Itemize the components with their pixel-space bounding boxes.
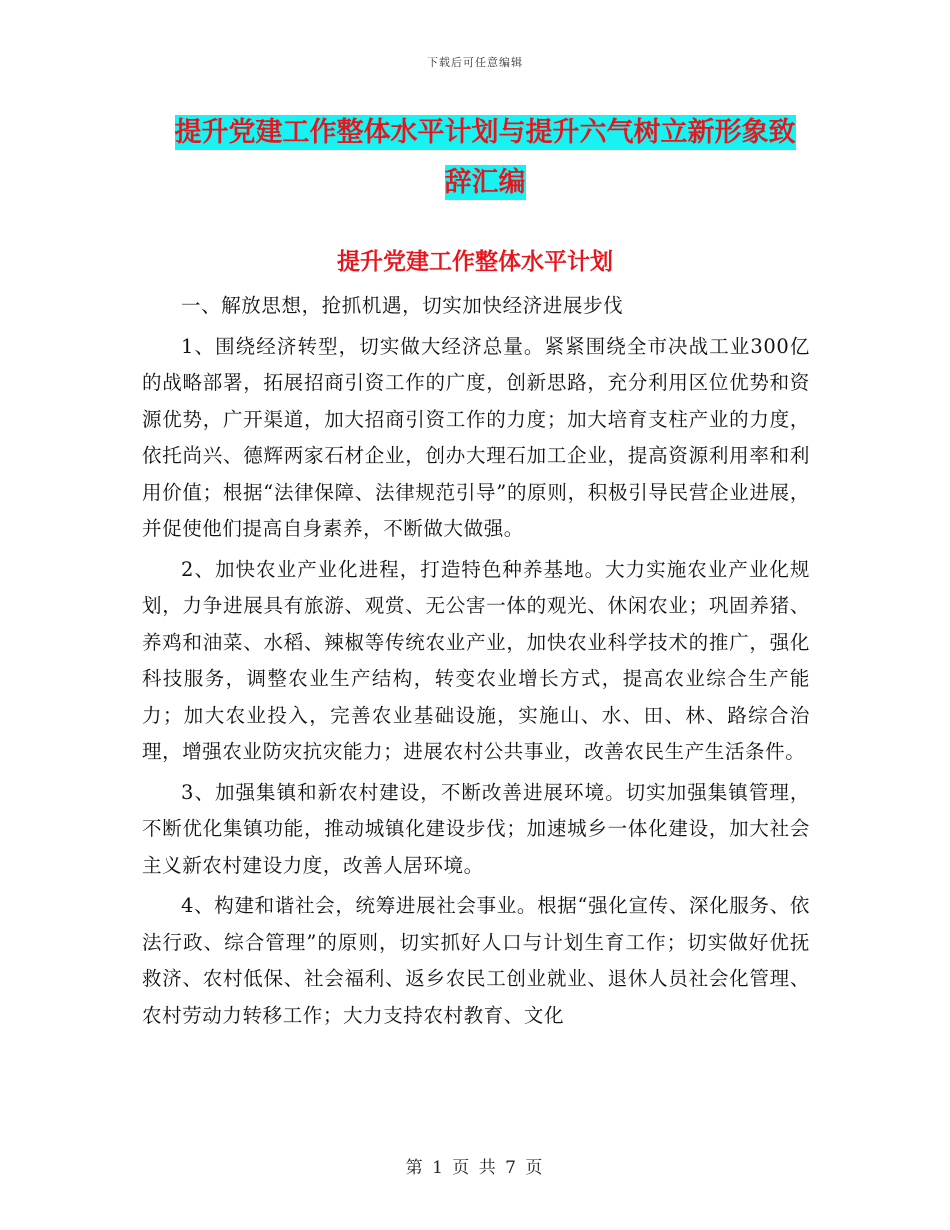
document-title-line2: 辞汇编	[444, 167, 526, 198]
document-body	[142, 288, 810, 1038]
paragraph: 1、围绕经济转型，切实做大经济总量。紧紧围绕全市决战工业300亿的战略部署，拓展招商引资工作的广度，创新思路，充分利用区位优势和资源优势，广开渠道，加大招商引资工作的力度；加大培育支柱产业的力度，依托尚兴、德辉两家石材企业，创办大理石加工企业，提高资源利用率和利用价值；根据“法律保障、法律规范引导”的原则，积极引导民营企业进展，并促使他们提高自身素养，不断做大做强。	[142, 334, 810, 540]
header-note: 下载后可任意编辑	[427, 56, 523, 69]
page-number: 第 1 页 共 7 页	[405, 1158, 545, 1178]
document-title-line1: 提升党建工作整体水平计划与提升六气树立新形象致	[174, 117, 796, 148]
paragraph-heading: 一、解放思想，抢抓机遇，切实加快经济进展步伐	[181, 294, 624, 317]
paragraph: 3、加强集镇和新农村建设，不断改善进展环境。切实加强集镇管理，不断优化集镇功能，推动城镇化建设步伐；加速城乡一体化建设，加大社会主义新农村建设力度，改善人居环境。	[142, 780, 810, 877]
paragraph: 4、构建和谐社会，统筹进展社会事业。根据“强化宣传、深化服务、依法行政、综合管理”的原则，切实抓好人口与计划生育工作；切实做好优抚救济、农村低保、社会福利、返乡农民工创业就业、退休人员社会化管理、农村劳动力转移工作；大力支持农村教育、文化	[142, 894, 810, 1027]
document-title	[145, 108, 825, 208]
section-title: 提升党建工作整体水平计划	[337, 248, 613, 275]
paragraph: 2、加快农业产业化进程，打造特色种养基地。大力实施农业产业化规划，力争进展具有旅游、观赏、无公害一体的观光、休闲农业；巩固养猪、养鸡和油菜、水稻、辣椒等传统农业产业，加快农业科学技术的推广，强化科技服务，调整农业生产结构，转变农业增长方式，提高农业综合生产能力；加大农业投入，完善农业基础设施，实施山、水、田、林、路综合治理，增强农业防灾抗灾能力；进展农村公共事业，改善农民生产生活条件。	[142, 557, 810, 763]
